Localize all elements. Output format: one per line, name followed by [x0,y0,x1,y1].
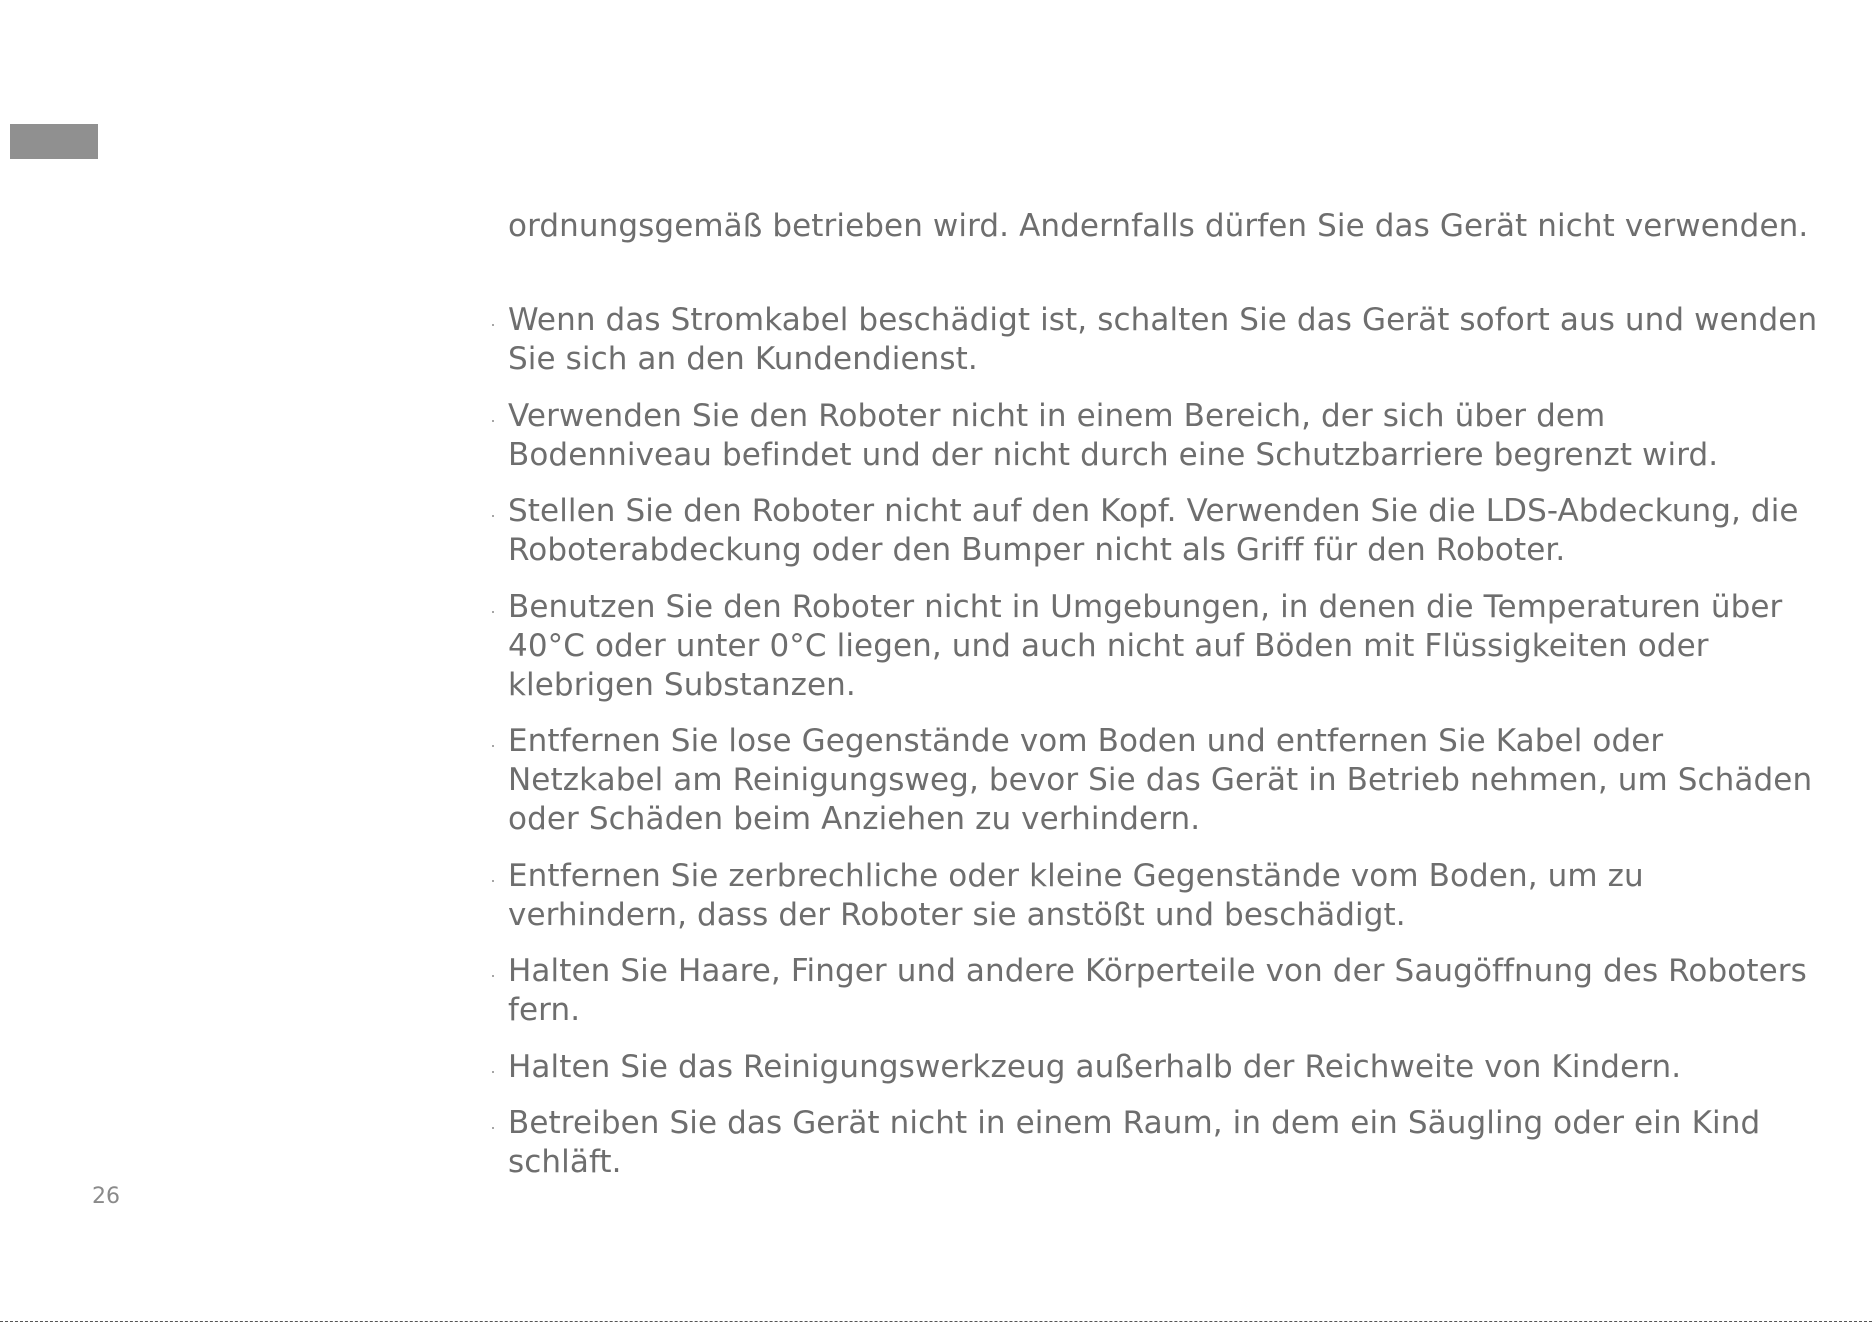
list-item: Benutzen Sie den Roboter nicht in Umgebungen, in denen die Temperaturen über 40°C oder unter 0°C liegen, und auch nicht auf Böden mit Flüssigkeiten oder klebrigen Substanzen. [508,588,1818,705]
page-number: 26 [92,1184,120,1209]
list-item: Entfernen Sie lose Gegenstände vom Boden und entfernen Sie Kabel oder Netzkabel am Reinigungsweg, bevor Sie das Gerät in Betrieb nehmen, um Schäden oder Schäden beim Anziehen zu verhindern. [508,722,1818,839]
list-item: Stellen Sie den Roboter nicht auf den Kopf. Verwenden Sie die LDS-Abdeckung, die Roboterabdeckung oder den Bumper nicht als Griff für den Roboter. [508,492,1818,570]
safety-bullet-list [508,301,1818,1200]
list-item: Betreiben Sie das Gerät nicht in einem Raum, in dem ein Säugling oder ein Kind schläft. [508,1104,1818,1182]
list-item: Wenn das Stromkabel beschädigt ist, schalten Sie das Gerät sofort aus und wenden Sie sich an den Kundendienst. [508,302,1818,377]
bottom-divider [0,1321,1872,1322]
list-item: Halten Sie Haare, Finger und andere Körperteile von der Saugöffnung des Roboters fern. [508,952,1818,1030]
section-tab-marker [10,124,98,159]
list-item: Halten Sie das Reinigungswerkzeug außerhalb der Reichweite von Kindern. [508,1048,1818,1087]
list-item: Verwenden Sie den Roboter nicht in einem Bereich, der sich über dem Bodenniveau befindet und der nicht durch eine Schutzbarriere begrenzt wird. [508,397,1818,475]
list-item: Entfernen Sie zerbrechliche oder kleine Gegenstände vom Boden, um zu verhindern, dass der Roboter sie anstößt und beschädigt. [508,857,1818,935]
continuation-paragraph: ordnungsgemäß betrieben wird. Andernfalls dürfen Sie das Gerät nicht verwenden. [508,208,1809,244]
